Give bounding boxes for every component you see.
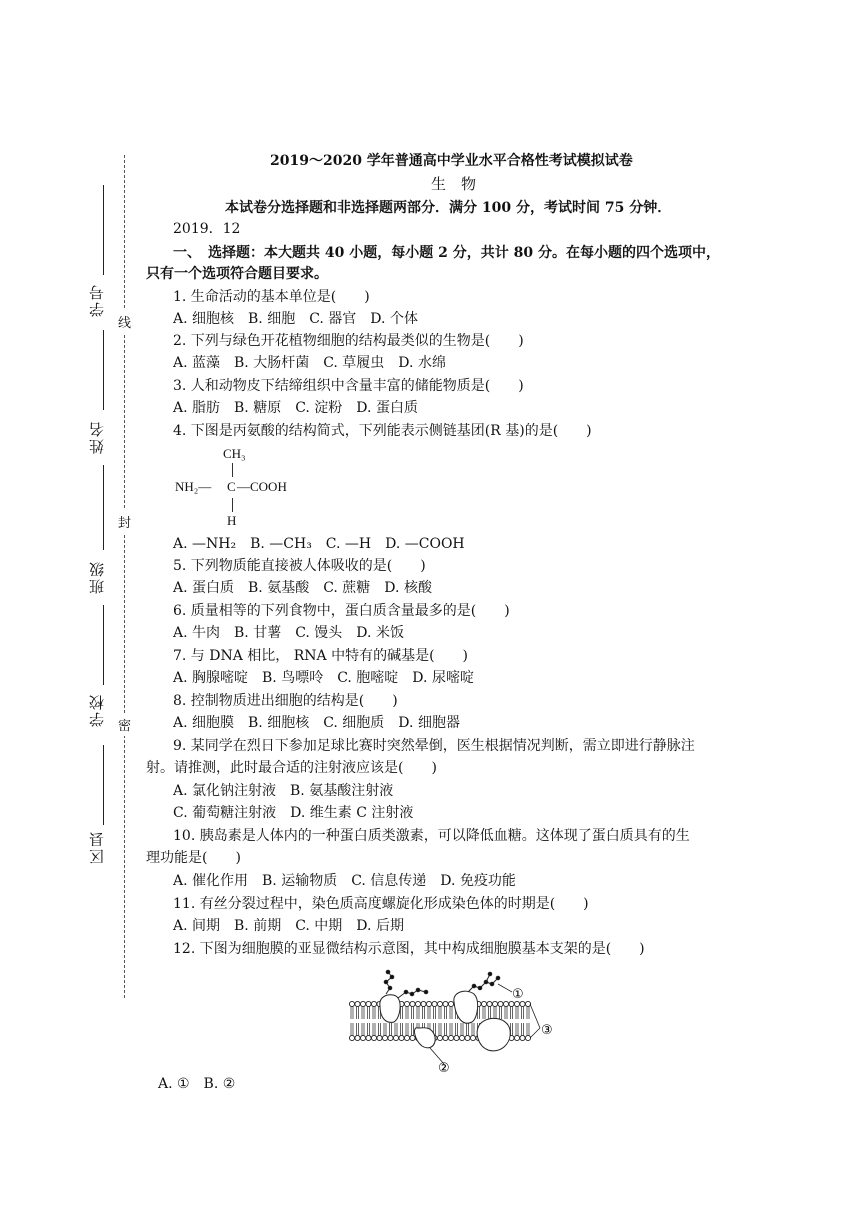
- q8-stem: 8. 控制物质进出细胞的结构是( ): [173, 693, 398, 709]
- q3-stem: 3. 人和动物皮下结缔组织中含量丰富的储能物质是( ): [173, 378, 524, 394]
- exam-title: 2019～2020 学年普通高中学业水平合格性考试模拟试卷: [270, 153, 633, 169]
- field-school-blank: [103, 605, 104, 685]
- field-class-blank: [103, 465, 104, 550]
- q2-options: A. 蓝藻 B. 大肠杆菌 C. 草履虫 D. 水绵: [173, 355, 446, 371]
- exam-intro: 本试卷分选择题和非选择题两部分．满分 100 分，考试时间 75 分钟．: [225, 200, 672, 216]
- alanine-cooh: —COOH: [237, 479, 287, 494]
- q5-stem: 5. 下列物质能直接被人体吸收的是( ): [173, 558, 426, 574]
- q8-options: A. 细胞膜 B. 细胞核 C. 细胞质 D. 细胞器: [173, 715, 460, 731]
- q5-options: A. 蛋白质 B. 氨基酸 C. 蔗糖 D. 核酸: [173, 580, 432, 596]
- q3-options: A. 脂肪 B. 糖原 C. 淀粉 D. 蛋白质: [173, 400, 418, 416]
- label-2: ②: [438, 1061, 450, 1076]
- q11-stem: 11. 有丝分裂过程中，染色质高度螺旋化形成染色体的时期是( ): [173, 896, 589, 912]
- q12-options: A. ① B. ②: [158, 1076, 236, 1092]
- alanine-alpha-carbon: C: [227, 479, 236, 494]
- q10-options: A. 催化作用 B. 运输物质 C. 信息传递 D. 免疫功能: [173, 873, 516, 889]
- field-student-id: 学号: [88, 283, 106, 317]
- field-school: 学校: [88, 693, 106, 727]
- label-1: ①: [512, 987, 524, 1002]
- q4-options: A. —NH₂ B. —CH₃ C. —H D. —COOH: [173, 536, 465, 552]
- q11-options: A. 间期 B. 前期 C. 中期 D. 后期: [173, 918, 404, 934]
- binding-dashed-line: [124, 155, 125, 998]
- alanine-nh2: NH₂—: [175, 479, 212, 494]
- seal-word-line: 线: [118, 310, 131, 333]
- field-name-blank: [103, 330, 104, 410]
- q9-stem-line1: 9. 某同学在烈日下参加足球比赛时突然晕倒，医生根据情况判断，需立即进行静脉注: [173, 738, 695, 754]
- membrane-proteins: [380, 991, 510, 1051]
- q6-stem: 6. 质量相等的下列食物中，蛋白质含量最多的是( ): [173, 603, 510, 619]
- label-3: ③: [541, 1023, 553, 1038]
- exam-date: 2019．12: [173, 221, 241, 237]
- seal-word-secret: 密: [118, 713, 131, 736]
- q1-options: A. 细胞核 B. 细胞 C. 器官 D. 个体: [173, 311, 418, 327]
- cell-membrane-figure: [340, 968, 570, 1078]
- field-student-id-blank: [103, 185, 104, 275]
- field-district-blank: [103, 745, 104, 825]
- q7-stem: 7. 与 DNA 相比， RNA 中特有的碱基是( ): [173, 648, 469, 664]
- field-class: 班级: [88, 560, 106, 594]
- alanine-ch3: CH₃: [223, 446, 246, 461]
- q10-stem-line1: 10. 胰岛素是人体内的一种蛋白质类激素，可以降低血糖。这体现了蛋白质具有的生: [173, 828, 690, 844]
- q1-stem: 1. 生命活动的基本单位是( ): [173, 289, 370, 305]
- alanine-h: H: [227, 513, 237, 528]
- field-district: 区县: [88, 830, 106, 864]
- section1-heading-line2: 只有一个选项符合题目要求。: [146, 266, 328, 282]
- q9-options-line2: C. 葡萄糖注射液 D. 维生素 C 注射液: [173, 805, 414, 821]
- alanine-bond-top: [232, 463, 233, 477]
- exam-subject: 生 物: [431, 175, 477, 193]
- field-name: 姓名: [88, 420, 106, 454]
- q12-stem: 12. 下图为细胞膜的亚显微结构示意图，其中构成细胞膜基本支架的是( ): [173, 941, 645, 957]
- q2-stem: 2. 下列与绿色开花植物细胞的结构最类似的生物是( ): [173, 333, 524, 349]
- q9-options-line1: A. 氯化钠注射液 B. 氨基酸注射液: [173, 783, 394, 799]
- alanine-bond-bottom: [232, 498, 233, 512]
- section1-heading-line1: 一、 选择题：本大题共 40 小题，每小题 2 分，共计 80 分。在每小题的四个选项中，: [173, 245, 720, 261]
- q7-options: A. 胸腺嘧啶 B. 鸟嘌呤 C. 胞嘧啶 D. 尿嘧啶: [173, 670, 474, 686]
- glycoproteins: [384, 970, 500, 998]
- q9-stem-line2: 射。请推测，此时最合适的注射液应该是( ): [146, 760, 437, 776]
- seal-word-seal: 封: [118, 510, 131, 533]
- alanine-structure-figure: [173, 446, 313, 530]
- q10-stem-line2: 理功能是( ): [146, 850, 241, 866]
- q4-stem: 4. 下图是丙氨酸的结构简式，下列能表示侧链基团(R 基)的是( ): [173, 423, 592, 439]
- q6-options: A. 牛肉 B. 甘薯 C. 馒头 D. 米饭: [173, 625, 404, 641]
